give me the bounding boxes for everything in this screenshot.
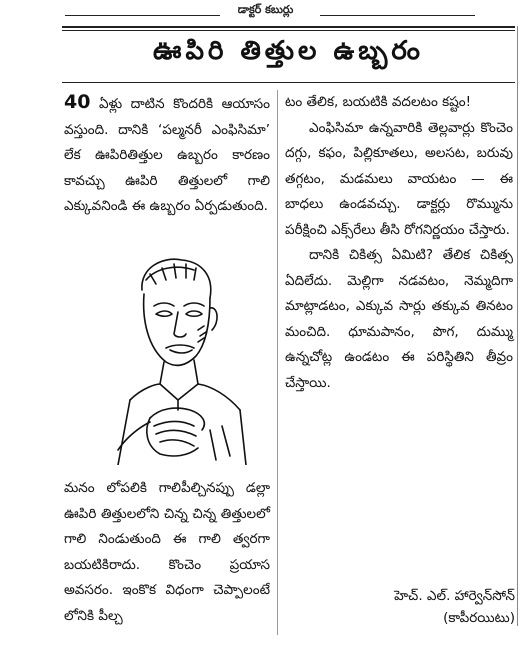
right-column	[285, 90, 513, 396]
left-bottom-paragraph: మనం లోపలికి గాలిపీల్చినప్పు డల్లా ఊపిరి తిత్తులలోని చిన్న చిన్న తిత్తులలో గాలి నిండుతుంది ఈ గాలి త్వరగా బయటికిరాదు. కొంచెం ప్రయాస అవసరం. ఇంకొక విధంగా చెప్పాలంటే లోనికి పీల్చ	[64, 480, 270, 624]
article-signature	[300, 585, 515, 629]
copyright-note: (కాపీరయిటు)	[443, 610, 515, 626]
left-bottom-text	[64, 476, 270, 629]
top-border-thin	[62, 30, 515, 31]
title-rule	[62, 82, 515, 83]
right-paragraph-2: ఎంఫిసిమా ఉన్నవారికి తెల్లవార్లు కొంచెం దగ్గు, కఫం, పిల్లికూతలు, అలసట, బరువు తగ్గటం, మడమలు వాయటం — ఈ బాధలు ఉండవచ్చు. డాక్టర్లు రొమ్మును పరీక్షించి ఎక్స్‌రేలు తీసి రోగనిర్ణయం చేస్తారు.	[285, 119, 513, 238]
top-border	[62, 26, 515, 28]
header-rule-right	[320, 15, 475, 16]
intro-paragraph	[64, 90, 270, 220]
right-paragraph-3: దానికి చికిత్స ఏమిటి? తేలిక చికిత్స ఏదిలేదు. మెల్లిగా నడవటం, నెమ్మదిగా మాట్లాడటం, ఎక్కువ సార్లు తక్కువ తినటం మంచిది. ధూమపానం, పొగ, దుమ్ము ఉన్నచోట్ల ఉండటం ఈ పరిస్థితిని తీవ్రం చేస్తాయి.	[285, 247, 513, 391]
column-divider	[277, 90, 278, 635]
lead-number: 40	[64, 91, 91, 113]
man-clutching-chest-drawing-icon	[90, 250, 250, 465]
section-header: డాక్టర్ కబుర్లు	[237, 3, 294, 16]
right-border	[517, 26, 518, 626]
left-column	[64, 90, 270, 220]
right-paragraph-1: టం తేలిక, బయటికి వదలటం కష్టం!	[285, 94, 472, 110]
author-name: హెచ్. ఎల్. హార్వెన్‌సోన్	[394, 588, 515, 604]
article-title: ఊపిరి తిత్తుల ఉబ్బరం	[153, 36, 424, 66]
intro-text: ఏళ్లు దాటిన కొందరికి ఆయాసం వస్తుంది. దానికి ‘పల్మనరీ ఎంఫిసిమా’ లేక ఊపిరితిత్తుల ఉబ్బరం కారణం కావచ్చు ఊపిరి తిత్తులలో గాలి ఎక్కువనిండి ఈ ఉబ్బరం ఏర్పడుతుంది.	[64, 96, 270, 214]
